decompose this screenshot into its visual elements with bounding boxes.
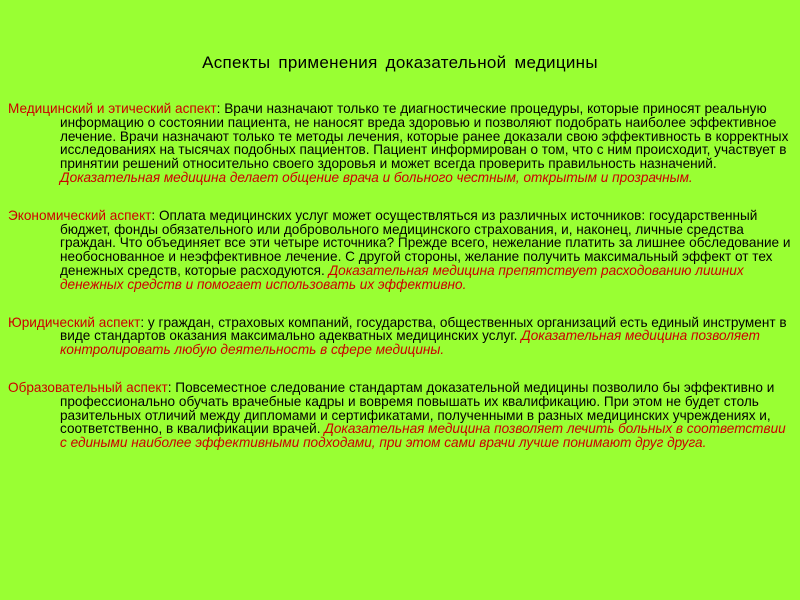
economic-aspect bbox=[8, 209, 794, 292]
aspect-label: Образовательный аспект bbox=[8, 379, 168, 395]
aspect-conclusion: Доказательная медицина позволяет лечить больных в соответствии с едиными наиболее эффективными подходами, при этом сами врачи лучше понимают друг друга. bbox=[60, 421, 786, 451]
aspects-list bbox=[8, 102, 794, 474]
aspect-conclusion: Доказательная медицина препятствует расходованию лишних денежных средств и помогает использовать их эффективно. bbox=[60, 262, 744, 292]
aspect-label: Медицинский и этический аспект bbox=[8, 101, 217, 116]
aspect-text: : у граждан, страховых компаний, государства, общественных организаций есть единый инструмент в виде стандартов оказания максимально адекватных медицинских услуг. bbox=[60, 314, 787, 344]
aspect-text: : Врачи назначают только те диагностические процедуры, которые приносят реальную информацию о состоянии пациента, не наносят вреда здоровью и позволяют подобрать наиболее эффективное лечение. Врачи назначают только те методы лечения, которые ранее доказали свою эффективность в корректных исследованиях на тысячах подобных пациентов. Пациент информирован о том, что с ним происходит, участвует в принятии решений относительно своего здоровья и может всегда проверить правильность назначений. bbox=[60, 101, 789, 172]
aspect-conclusion: Доказательная медицина позволяет контролировать любую деятельность в сфере медицины. bbox=[60, 328, 760, 358]
educational-aspect bbox=[8, 381, 794, 450]
medical-ethical-aspect bbox=[8, 102, 794, 185]
aspect-text: : Оплата медицинских услуг может осуществляться из различных источников: государственный бюджет, фонды обязательного или добровольного медицинского страхования, и, наконец, личные средства граждан. Что объединяет все эти четыре источника? Прежде всего, нежелание платить за лишнее обследование и необоснованное и неэффективное лечение. С другой стороны, желание получить максимальный эффект от тех денежных средств, которые расходуются. bbox=[60, 207, 791, 278]
aspect-conclusion: Доказательная медицина делает общение врача и больного честным, открытым и прозрачным. bbox=[60, 169, 693, 185]
aspect-label: Экономический аспект bbox=[8, 207, 152, 223]
slide-title: Аспекты применения доказательной медицины bbox=[202, 53, 598, 72]
aspect-label: Юридический аспект bbox=[8, 314, 141, 330]
aspect-text: : Повсеместное следование стандартам доказательной медицины позволило бы эффективно и профессионально обучать врачебные кадры и вовремя повышать их квалификацию. При этом не будет столь разительных отличий между дипломами и сертификатами, полученными в разных медицинских учреждениях и, соответственно, в квалификации врачей. bbox=[60, 379, 775, 437]
legal-aspect bbox=[8, 316, 794, 357]
